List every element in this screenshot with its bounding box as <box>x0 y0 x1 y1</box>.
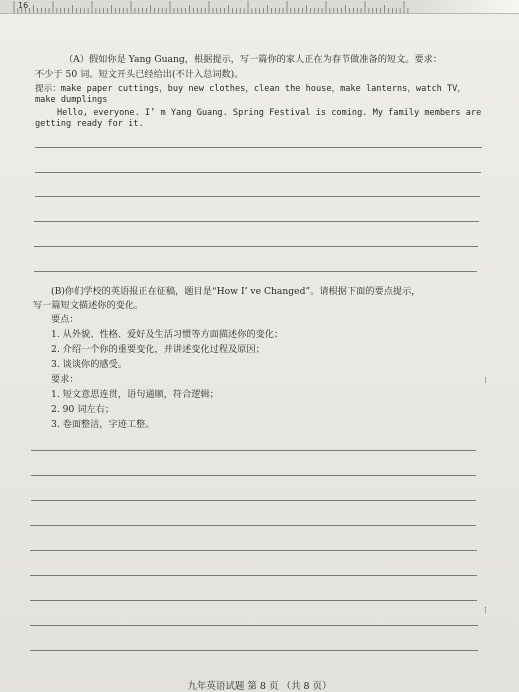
answer-line <box>34 221 479 222</box>
answer-line <box>31 450 476 451</box>
requirements-heading: 要求： <box>51 374 79 385</box>
answer-line <box>31 475 476 476</box>
answer-line <box>30 650 478 651</box>
ruler-number: 16 <box>18 1 29 10</box>
point-item: 1. 从外貌、性格、爱好及生活习惯等方面描述你的变化； <box>51 329 284 340</box>
points-heading: 要点： <box>51 314 79 325</box>
answer-line <box>30 575 477 576</box>
answer-line <box>35 172 481 173</box>
ruler-ticks <box>0 0 420 13</box>
section-a-opening-line1: Hello, everyone. I’ m Yang Guang. Spring Festival is coming. My family members are <box>57 108 482 118</box>
binding-mark: ⁝ <box>484 376 487 386</box>
answer-line <box>35 147 482 148</box>
requirement-item: 3. 卷面整洁，字迹工整。 <box>51 419 155 430</box>
point-item: 3. 谈谈你的感受。 <box>51 359 127 370</box>
section-a-opening-line2: getting ready for it. <box>35 119 144 129</box>
answer-line <box>35 196 480 197</box>
answer-line <box>31 500 476 501</box>
answer-line <box>30 625 478 626</box>
requirement-item: 2. 90 词左右； <box>51 404 115 415</box>
section-a-title: （A）假如你是 Yang Guang，根据提示，写一篇你的家人正在为春节做准备的短文。要求： <box>64 54 443 65</box>
binding-mark: ⁝ <box>484 606 487 616</box>
section-b-intro-line1: (B)你们学校的英语报正在征稿，题目是“How I’ ve Changed”。请根据下面的要点提示， <box>51 286 421 297</box>
answer-line <box>30 550 477 551</box>
section-b-intro-line2: 写一篇短文描述你的变化。 <box>33 300 144 311</box>
section-a-hint-line2: make dumplings <box>35 95 108 105</box>
exam-page <box>0 14 519 692</box>
answer-line <box>30 525 476 526</box>
point-item: 2. 介绍一个你的重要变化，并讲述变化过程及原因； <box>51 344 265 355</box>
section-a-requirement: 不少于 50 词。短文开头已经给出(不计入总词数)。 <box>35 69 244 80</box>
ruler <box>0 0 519 14</box>
page-footer: 九年英语试题 第 8 页 （共 8 页） <box>187 681 332 692</box>
answer-line <box>34 271 477 272</box>
section-a-hint-line1: 提示：make paper cuttings，buy new clothes，clean the house，make lanterns，watch TV， <box>35 84 466 94</box>
answer-line <box>34 246 478 247</box>
answer-line <box>30 600 477 601</box>
requirement-item: 1. 短文意思连贯，语句通顺，符合逻辑； <box>51 389 219 400</box>
